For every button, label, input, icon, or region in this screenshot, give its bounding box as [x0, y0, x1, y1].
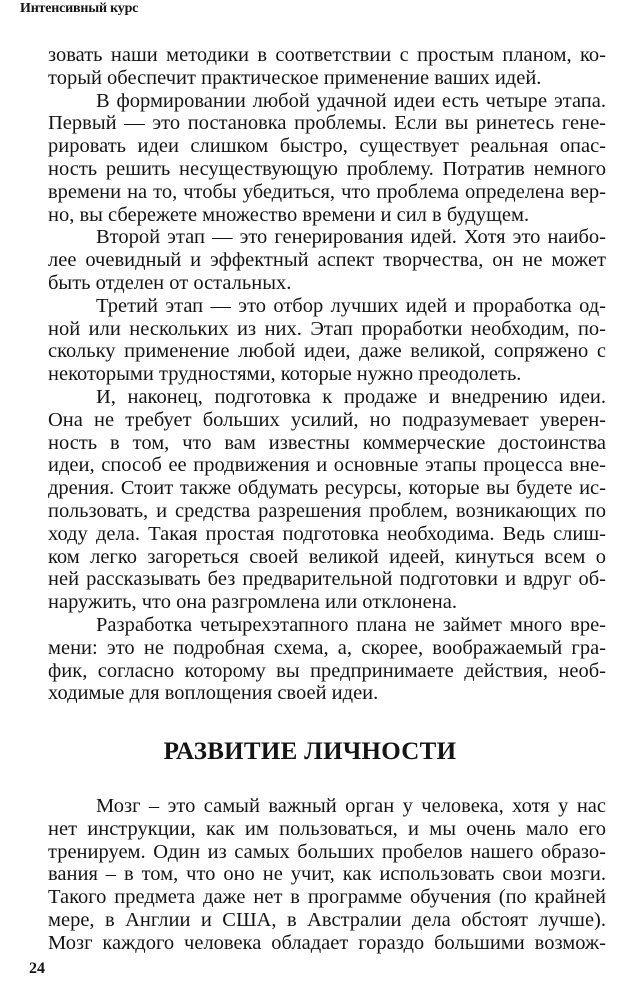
text-line: Такого предмета даже нет в программе обучения (по крайней	[48, 886, 606, 909]
text-line: фик, согласно которому вы предпринимаете действия, необ-	[48, 659, 606, 682]
text-line: мени: это не подробная схема, а, скорее, воображаемый гра-	[48, 636, 606, 659]
text-line: дрения. Стоит также обдумать ресурсы, которые вы будете ис-	[48, 477, 606, 500]
text-line: идеи, способ ее продвижения и основные этапы процесса вне-	[48, 454, 606, 477]
section-title: РАЗВИТИЕ ЛИЧНОСТИ	[163, 738, 457, 765]
text-line: лее очевидный и эффектный аспект творчества, он не может	[48, 249, 606, 272]
text-line: но, вы сбережете множество времени и сил в будущем.	[48, 203, 530, 226]
text-line: вания – в том, что оно не учит, как использовать свои мозги.	[48, 863, 606, 886]
text-line: рировать идеи слишком быстро, существует реальная опас-	[48, 135, 606, 158]
page-number: 24	[29, 960, 45, 977]
text-line: Мозг каждого человека обладает гораздо большими возмож-	[48, 931, 606, 954]
text-line: ность решить несуществующую проблему. Потратив немного	[48, 157, 606, 180]
text-line: быть отделен от остальных.	[48, 271, 292, 294]
text-line: ком легко загореться своей великой идеей, кинуться всем о	[48, 545, 606, 568]
text-line: Разработка четырехэтапного плана не займет много вре-	[96, 613, 606, 636]
text-line: ной или нескольких из них. Этап проработки необходим, по-	[48, 317, 606, 340]
text-line: тренируем. Один из самых больших пробелов нашего образо-	[48, 840, 606, 863]
body-text-bottom	[48, 795, 606, 955]
text-line: Третий этап — это отбор лучших идей и проработка од-	[96, 294, 606, 317]
text-line: зовать наши методики в соответствии с простым планом, ко-	[48, 44, 606, 66]
text-line: торый обеспечит практическое применение ваших идей.	[48, 66, 542, 89]
text-line: пользовать, и средства разрешения проблем, возникающих по	[48, 499, 606, 522]
text-line: времени на то, чтобы убедиться, что проблема определена вер-	[48, 180, 606, 203]
text-line: Мозг – это самый важный орган у человека, хотя у нас	[96, 795, 606, 817]
text-line: мере, в Англии и США, в Австралии дела обстоят лучше).	[48, 908, 606, 931]
text-line: Второй этап — это генерирования идей. Хотя это наибо-	[96, 226, 606, 249]
text-line: нет инструкции, как им пользоваться, и мы очень мало его	[48, 817, 606, 840]
text-line: скольку применение любой идеи, даже великой, сопряжено с	[48, 340, 606, 363]
text-line: ность в том, что вам известны коммерческие достоинства	[48, 431, 606, 454]
text-line: некоторыми трудностями, которые нужно преодолеть.	[48, 363, 522, 386]
text-line: наружить, что она разгромлена или отклонена.	[48, 591, 457, 614]
text-line: ходимые для воплощения своей идеи.	[48, 682, 379, 705]
text-line: Первый — это постановка проблемы. Если вы ринетесь гене-	[48, 112, 606, 135]
text-line: И, наконец, подготовка к продаже и внедрению идеи.	[96, 385, 606, 408]
body-text-top	[48, 44, 606, 705]
text-line: ней рассказывать без предварительной подготовки и вдруг об-	[48, 568, 606, 591]
text-line: ходу дела. Такая простая подготовка необходима. Ведь слиш-	[48, 522, 606, 545]
text-line: В формировании любой удачной идеи есть четыре этапа.	[96, 89, 606, 112]
text-line: Она не требует больших усилий, но подразумевает уверен-	[48, 408, 606, 431]
running-head: Интенсивный курс	[20, 1, 139, 16]
